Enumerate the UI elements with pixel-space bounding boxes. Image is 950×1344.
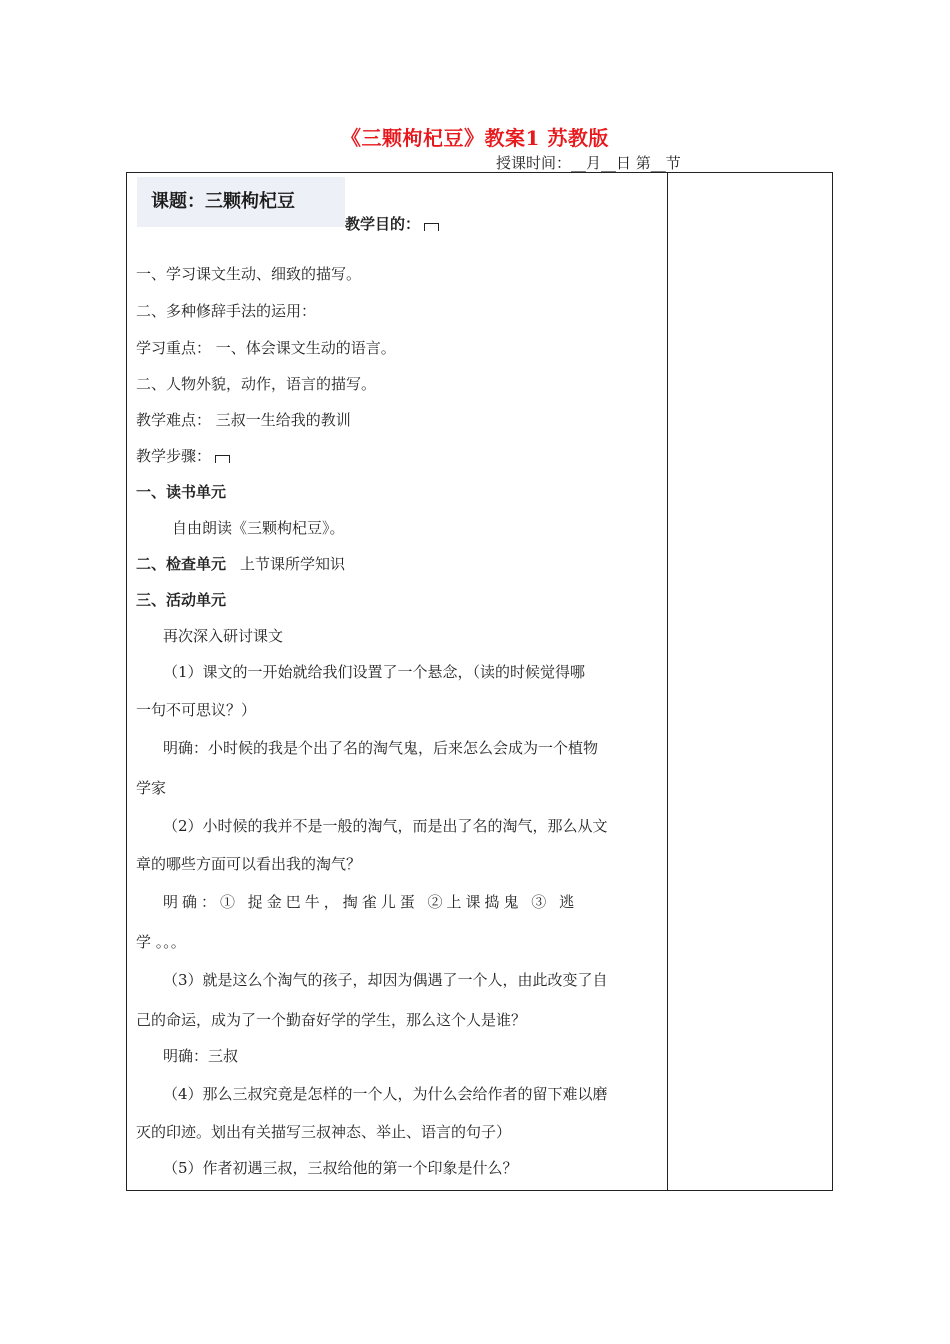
check-task: 上节课所学知识 (240, 555, 346, 573)
section-activity: 三、活动单元 (136, 591, 227, 609)
question-4: （4）那么三叔究竟是怎样的一个人，为什么会给作者的留下难以磨 (163, 1085, 608, 1103)
document-title: 《三颗枸杞豆》教案1 苏教版 (341, 126, 609, 150)
class-schedule: 授课时间：__月__日 第__节 (496, 154, 681, 172)
section-check-row (136, 553, 345, 574)
section-reading: 一、读书单元 (136, 483, 227, 501)
answer-2: 明确：① 捉金巴牛，掏雀儿蛋 ②上课捣鬼 ③ 逃 (163, 893, 579, 911)
answer-3: 明确：三叔 (163, 1047, 239, 1065)
section-check: 二、检查单元 (136, 555, 227, 573)
goal-line-2: 二、多种修辞手法的运用： (136, 302, 317, 320)
answer-1-cont: 学家 (136, 779, 167, 797)
difficulty-line: 教学难点： 三叔一生给我的教训 (136, 411, 351, 429)
goals-heading: 教学目的： (345, 213, 439, 234)
question-2: （2）小时候的我并不是一般的淘气，而是出了名的淘气，那么从文 (163, 817, 608, 835)
column-divider (667, 173, 668, 1190)
goal-line-1: 一、学习课文生动、细致的描写。 (136, 265, 362, 283)
key-point-line: 学习重点： 一、体会课文生动的语言。 (136, 339, 396, 357)
reading-task: 自由朗读《三颗枸杞豆》。 (172, 519, 345, 537)
question-1: （1）课文的一开始就给我们设置了一个悬念，（读的时候觉得哪 (163, 663, 586, 681)
lesson-table (126, 172, 833, 1191)
question-3: （3）就是这么个淘气的孩子，却因为偶遇了一个人，由此改变了自 (163, 971, 608, 989)
lesson-topic: 课题：三颗枸杞豆 (151, 191, 295, 212)
question-4-cont: 灭的印迹。划出有关描写三叔神态、举止、语言的句子） (136, 1123, 512, 1141)
question-5: （5）作者初遇三叔，三叔给他的第一个印象是什么？ (163, 1159, 518, 1177)
steps-heading: 教学步骤： (136, 445, 230, 466)
question-3-cont: 己的命运，成为了一个勤奋好学的学生，那么这个人是谁？ (136, 1011, 527, 1029)
question-1-cont: 一句不可思议？） (136, 701, 257, 719)
activity-intro: 再次深入研讨课文 (163, 627, 284, 645)
answer-2-cont: 学 。。。 (136, 933, 186, 951)
key-point-line-2: 二、人物外貌，动作，语言的描写。 (136, 375, 377, 393)
answer-1: 明确：小时候的我是个出了名的淘气鬼，后来怎么会成为一个植物 (163, 739, 599, 757)
question-2-cont: 章的哪些方面可以看出我的淘气？ (136, 855, 362, 873)
